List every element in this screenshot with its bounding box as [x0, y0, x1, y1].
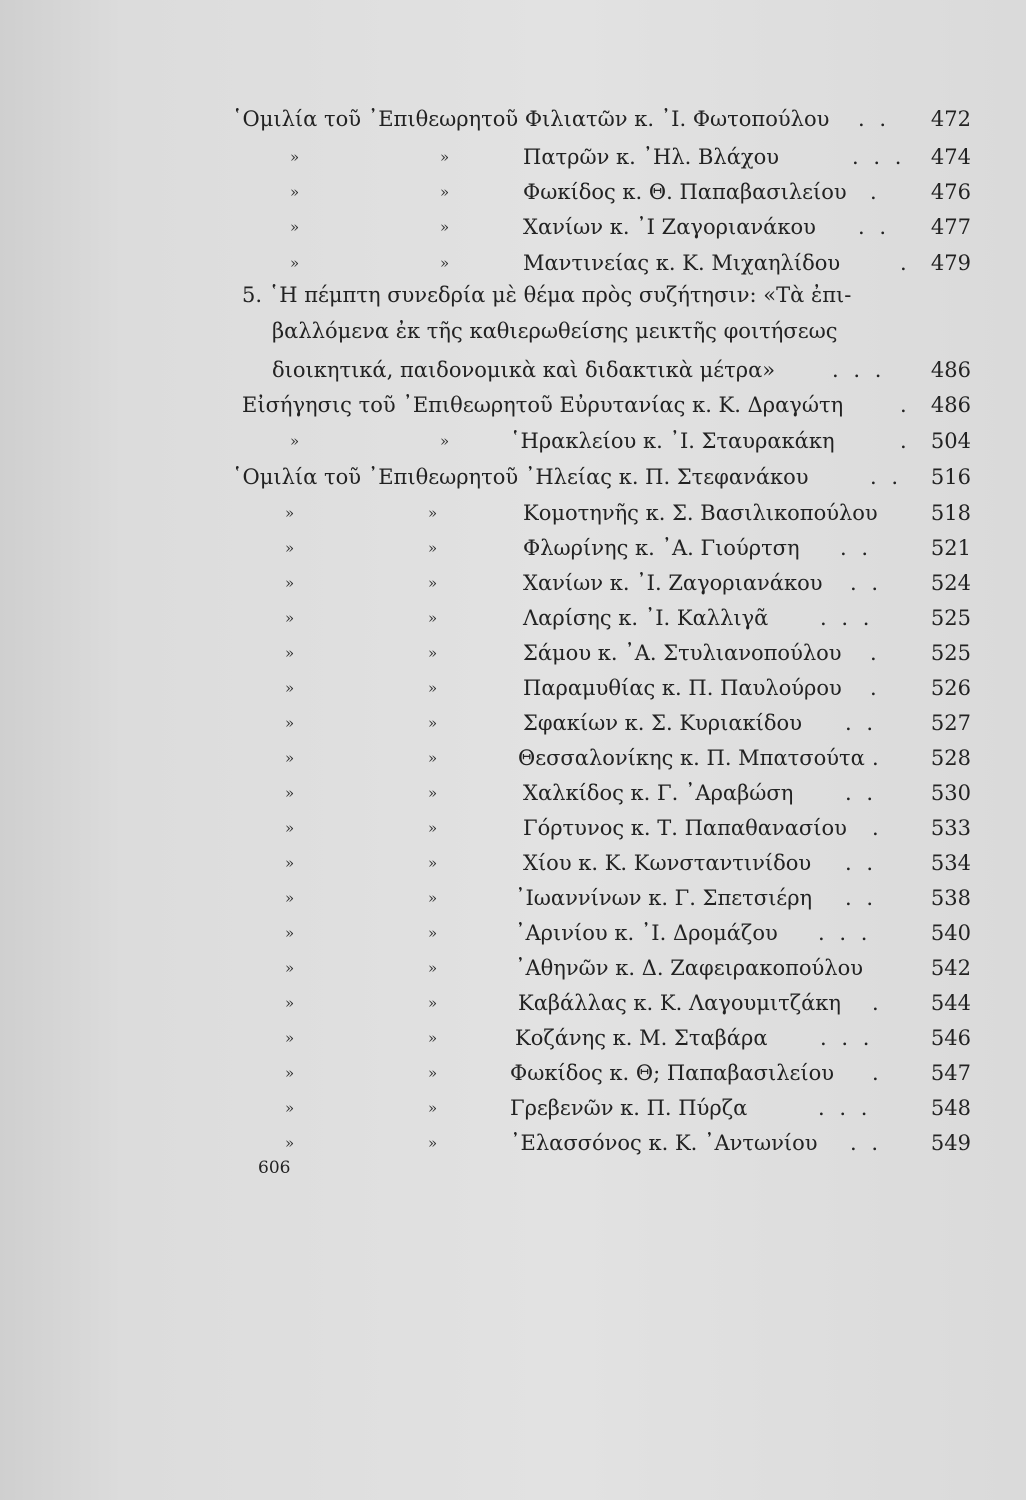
entry-page: 476	[930, 180, 971, 204]
ditto-mark: »	[440, 432, 450, 450]
ditto-mark: »	[428, 644, 438, 662]
ditto-mark: »	[428, 679, 438, 697]
entry-page: 540	[930, 921, 971, 945]
entry-text: Λαρίσης κ. ᾿Ι. Καλλιγᾶ	[523, 606, 769, 630]
toc-entry	[0, 1126, 1026, 1160]
ditto-mark: »	[428, 959, 438, 977]
entry-page: 547	[930, 1061, 971, 1085]
entry-page: 530	[930, 781, 971, 805]
entry-page: 533	[930, 816, 971, 840]
ditto-mark: »	[440, 148, 450, 166]
ditto-mark: »	[285, 644, 295, 662]
ditto-mark: »	[428, 749, 438, 767]
ditto-mark: »	[290, 183, 300, 201]
entry-page: 486	[930, 393, 971, 417]
section-text: βαλλόμενα ἐκ τῆς καθιερωθείσης μεικτῆς φοιτήσεως	[272, 319, 838, 343]
entry-dots: .	[872, 991, 883, 1015]
ditto-mark: »	[285, 889, 295, 907]
toc-entry	[0, 496, 1026, 530]
ditto-mark: »	[285, 1099, 295, 1117]
ditto-mark: »	[285, 749, 295, 767]
toc-entry	[0, 531, 1026, 565]
entry-page: 524	[930, 571, 971, 595]
entry-text: ᾿Ιωαννίνων κ. Γ. Σπετσιέρη	[515, 886, 813, 910]
toc-entry	[0, 846, 1026, 880]
entry-page: 472	[930, 107, 971, 131]
entry-page: 516	[930, 465, 971, 489]
toc-entry	[0, 881, 1026, 915]
ditto-mark: »	[285, 924, 295, 942]
ditto-mark: »	[428, 714, 438, 732]
entry-text: ῾Ομιλία τοῦ ᾿Επιθεωρητοῦ ᾿Ηλείας κ. Π. Στεφανάκου	[232, 465, 809, 489]
entry-page: 528	[930, 746, 971, 770]
entry-text: ῾Ηρακλείου κ. ᾿Ι. Σταυρακάκη	[510, 429, 835, 453]
toc-entry	[0, 1091, 1026, 1125]
entry-dots: . .	[870, 465, 903, 489]
ditto-mark: »	[285, 679, 295, 697]
toc-entry	[0, 636, 1026, 670]
toc-entry	[0, 175, 1026, 209]
entry-dots: . .	[858, 215, 891, 239]
ditto-mark: »	[285, 574, 295, 592]
entry-page: 544	[930, 991, 971, 1015]
entry-page: 526	[930, 676, 971, 700]
ditto-mark: »	[428, 784, 438, 802]
entry-text: Φωκίδος κ. Θ; Παπαβασιλείου	[510, 1061, 835, 1085]
ditto-mark: »	[285, 1134, 295, 1152]
toc-entry	[0, 102, 1026, 136]
entry-text: Χίου κ. Κ. Κωνσταντινίδου	[523, 851, 812, 875]
entry-text: ῾Ομιλία τοῦ ᾿Επιθεωρητοῦ Φιλιατῶν κ. ᾿Ι. Φωτοπούλου	[232, 107, 830, 131]
entry-text: Πατρῶν κ. ᾿Ηλ. Βλάχου	[523, 145, 780, 169]
entry-dots: . . .	[820, 1026, 874, 1050]
ditto-mark: »	[285, 539, 295, 557]
entry-dots: .	[900, 393, 911, 417]
toc-entry	[0, 741, 1026, 775]
entry-page: 527	[930, 711, 971, 735]
section-text: 5. ῾Η πέμπτη συνεδρία μὲ θέμα πρὸς συζήτησιν: «Τὰ ἐπι-	[242, 283, 852, 307]
toc-entry	[0, 986, 1026, 1020]
entry-page: 504	[930, 429, 971, 453]
toc-entry	[0, 951, 1026, 985]
ditto-mark: »	[428, 504, 438, 522]
entry-text: Σάμου κ. ᾿Α. Στυλιανοπούλου	[523, 641, 842, 665]
entry-text: Παραμυθίας κ. Π. Παυλούρου	[523, 676, 842, 700]
entry-dots: . . .	[832, 358, 886, 382]
entry-dots: . . .	[818, 1096, 872, 1120]
toc-entry	[0, 424, 1026, 458]
entry-dots: . .	[845, 886, 878, 910]
entry-page: 521	[930, 536, 971, 560]
entry-dots: .	[900, 429, 911, 453]
toc-entry	[0, 671, 1026, 705]
ditto-mark: »	[285, 784, 295, 802]
entry-page: 477	[930, 215, 971, 239]
entry-dots: . .	[845, 711, 878, 735]
entry-text: ᾿Αρινίου κ. ᾿Ι. Δρομάζου	[515, 921, 778, 945]
toc-entry	[0, 1056, 1026, 1090]
entry-page: 525	[930, 606, 971, 630]
entry-dots: . . .	[818, 921, 872, 945]
entry-dots: . .	[850, 571, 883, 595]
toc-entry	[0, 246, 1026, 280]
toc-entry	[0, 811, 1026, 845]
entry-page: 525	[930, 641, 971, 665]
entry-dots: . .	[840, 536, 873, 560]
entry-dots: . . .	[852, 145, 906, 169]
entry-text: Γόρτυνος κ. Τ. Παπαθανασίου	[523, 816, 847, 840]
entry-text: Θεσσαλονίκης κ. Π. Μπατσούτα	[518, 746, 865, 770]
section-heading	[0, 314, 1026, 348]
ditto-mark: »	[285, 994, 295, 1012]
entry-dots: .	[870, 180, 881, 204]
ditto-mark: »	[285, 959, 295, 977]
toc-entry	[0, 460, 1026, 494]
ditto-mark: »	[428, 1099, 438, 1117]
entry-page: 534	[930, 851, 971, 875]
toc-entry	[0, 706, 1026, 740]
section-text: διοικητικά, παιδονομικὰ καὶ διδακτικὰ μέτρα»	[272, 358, 776, 382]
ditto-mark: »	[285, 504, 295, 522]
entry-dots: . . .	[820, 606, 874, 630]
entry-text: Χανίων κ. ᾿Ι Ζαγοριανάκου	[523, 215, 816, 239]
entry-dots: .	[872, 1061, 883, 1085]
ditto-mark: »	[428, 819, 438, 837]
toc-entry	[0, 776, 1026, 810]
entry-dots: .	[870, 676, 881, 700]
ditto-mark: »	[428, 539, 438, 557]
entry-text: ᾿Αθηνῶν κ. Δ. Ζαφειρακοπούλου	[515, 956, 864, 980]
ditto-mark: »	[428, 609, 438, 627]
entry-text: Καβάλλας κ. Κ. Λαγουμιτζάκη	[518, 991, 842, 1015]
ditto-mark: »	[428, 1029, 438, 1047]
ditto-mark: »	[440, 254, 450, 272]
toc-entry	[0, 210, 1026, 244]
entry-dots: .	[870, 641, 881, 665]
toc-entry	[0, 916, 1026, 950]
toc-entry	[0, 353, 1026, 387]
entry-page: 486	[930, 358, 971, 382]
entry-page: 479	[930, 251, 971, 275]
entry-page: 518	[930, 501, 971, 525]
page-number: 606	[258, 1158, 291, 1178]
ditto-mark: »	[428, 854, 438, 872]
entry-page: 548	[930, 1096, 971, 1120]
entry-text: Κοζάνης κ. Μ. Σταβάρα	[515, 1026, 768, 1050]
ditto-mark: »	[440, 183, 450, 201]
entry-dots: . .	[850, 1131, 883, 1155]
entry-text: Κομοτηνῆς κ. Σ. Βασιλικοπούλου	[523, 501, 878, 525]
ditto-mark: »	[290, 432, 300, 450]
entry-dots: .	[872, 816, 883, 840]
entry-page: 542	[930, 956, 971, 980]
ditto-mark: »	[428, 994, 438, 1012]
entry-text: Εἰσήγησις τοῦ ᾿Επιθεωρητοῦ Εὐρυτανίας κ. Κ. Δραγώτη	[242, 393, 844, 417]
entry-page: 549	[930, 1131, 971, 1155]
entry-page: 546	[930, 1026, 971, 1050]
entry-page: 538	[930, 886, 971, 910]
entry-text: Φλωρίνης κ. ᾿Α. Γιούρτση	[523, 536, 800, 560]
toc-entry	[0, 1021, 1026, 1055]
ditto-mark: »	[285, 1029, 295, 1047]
entry-dots: .	[872, 746, 883, 770]
ditto-mark: »	[285, 1064, 295, 1082]
entry-dots: . .	[858, 107, 891, 131]
ditto-mark: »	[290, 218, 300, 236]
ditto-mark: »	[285, 609, 295, 627]
toc-entry	[0, 388, 1026, 422]
entry-text: Γρεβενῶν κ. Π. Πύρζα	[510, 1096, 748, 1120]
toc-entry	[0, 601, 1026, 635]
ditto-mark: »	[428, 1064, 438, 1082]
ditto-mark: »	[285, 819, 295, 837]
toc-entry	[0, 566, 1026, 600]
section-heading	[0, 278, 1026, 312]
ditto-mark: »	[428, 889, 438, 907]
ditto-mark: »	[428, 574, 438, 592]
entry-text: Χαλκίδος κ. Γ. ᾿Αραβώση	[523, 781, 794, 805]
ditto-mark: »	[428, 924, 438, 942]
toc-entry	[0, 140, 1026, 174]
entry-text: ᾿Ελασσόνος κ. Κ. ᾿Αντωνίου	[510, 1131, 818, 1155]
entry-text: Χανίων κ. ᾿Ι. Ζαγοριανάκου	[523, 571, 823, 595]
ditto-mark: »	[290, 254, 300, 272]
entry-dots: . .	[845, 851, 878, 875]
ditto-mark: »	[285, 714, 295, 732]
entry-dots: .	[900, 251, 911, 275]
entry-text: Μαντινείας κ. Κ. Μιχαηλίδου	[523, 251, 841, 275]
entry-text: Φωκίδος κ. Θ. Παπαβασιλείου	[523, 180, 847, 204]
entry-dots: . .	[845, 781, 878, 805]
ditto-mark: »	[428, 1134, 438, 1152]
entry-text: Σφακίων κ. Σ. Κυριακίδου	[523, 711, 802, 735]
ditto-mark: »	[285, 854, 295, 872]
ditto-mark: »	[440, 218, 450, 236]
entry-page: 474	[930, 145, 971, 169]
ditto-mark: »	[290, 148, 300, 166]
